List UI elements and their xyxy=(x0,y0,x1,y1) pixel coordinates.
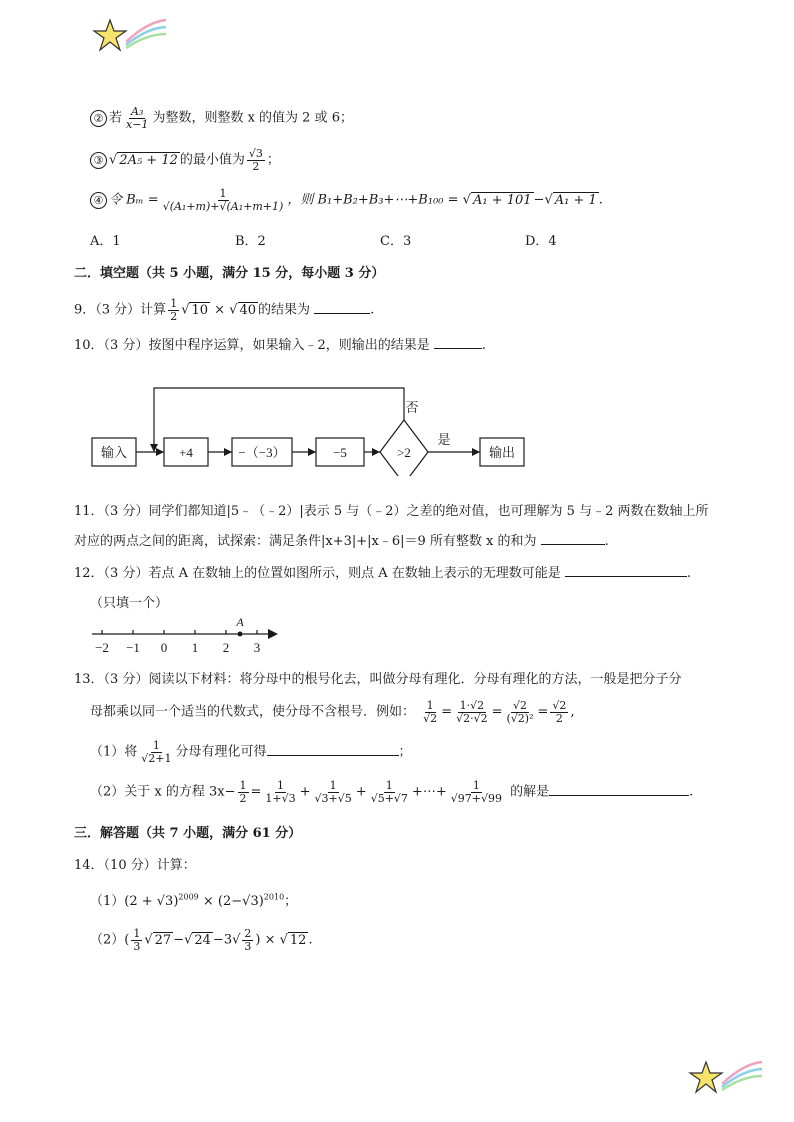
number-line-tick-label: 2 xyxy=(222,640,230,655)
question-9: 9．（3 分）计算 $\frac{1}{2}$ √ 10 × √ 40 的结果为 . xyxy=(74,297,375,323)
question-13-line-2: 母都乘以同一个适当的代数式，使分母不含根号．例如： $\frac{1}{√2}$ = $\frac{1\cdot√2}{√2\cdot√2}$ = $\frac{√2}{\text{(√2)²}}$ = $\frac{√2}{2}$ , xyxy=(90,699,575,725)
option-d: D．4 xyxy=(525,234,557,249)
number-line-tick-label: 0 xyxy=(160,640,168,655)
number-line-tick-label: −2 xyxy=(95,640,109,655)
answer-blank[interactable] xyxy=(565,564,687,577)
statement-2-label: ② xyxy=(90,110,107,127)
option-c: C．3 xyxy=(380,234,412,249)
answer-blank[interactable] xyxy=(549,783,689,796)
question-11-line-2: 对应的两点之间的距离，试探索：满足条件|x+3|+|x﹣6|＝9 所有整数 x 的和为 . xyxy=(74,534,609,549)
answer-blank[interactable] xyxy=(314,301,370,314)
answer-blank[interactable] xyxy=(267,743,399,756)
flow-minus5-label: −5 xyxy=(333,445,347,460)
question-12-line-1: 12．（3 分）若点 A 在数轴上的位置如图所示，则点 A 在数轴上表示的无理数可能是 . xyxy=(74,566,692,581)
point-a-marker xyxy=(238,632,243,637)
question-13-part-1: （1）将 $\frac{1}{√2+1}$ 分母有理化可得 ； xyxy=(90,739,412,765)
question-10: 10．（3 分）按图中程序运算，如果输入﹣2，则输出的结果是 . xyxy=(74,338,486,353)
point-a-label: A xyxy=(236,615,244,629)
flow-condition-label: >2 xyxy=(397,445,411,460)
flow-input-label: 输入 xyxy=(100,445,128,460)
number-line-tick-label: −1 xyxy=(126,640,140,655)
star-decoration-bottom xyxy=(688,1056,764,1100)
option-b: B．2 xyxy=(235,234,266,249)
question-14-part-2: （2）( $\frac{1}{3}$ √ 27 −√ 24 −3√ $\frac{2}{3}$ ) × √ 12 . xyxy=(90,927,313,953)
program-flowchart xyxy=(88,380,538,476)
question-13-line-1: 13．（3 分）阅读以下材料：将分母中的根号化去，叫做分母有理化．分母有理化的方法，一般是把分子分 xyxy=(74,672,682,687)
number-line-tick-label: 1 xyxy=(191,640,199,655)
option-a: A．1 xyxy=(90,234,121,249)
answer-blank[interactable] xyxy=(541,532,605,545)
number-line-tick-label: 3 xyxy=(253,640,261,655)
flow-yes-label: 是 xyxy=(437,432,451,447)
answer-options xyxy=(90,230,670,249)
flow-no-label: 否 xyxy=(405,400,419,415)
star-decoration-top xyxy=(92,14,168,58)
question-11-line-1: 11．（3 分）同学们都知道|5﹣（﹣2）|表示 5 与（﹣2）之差的绝对值，也可理解为 5 与﹣2 两数在数轴上所 xyxy=(74,504,709,519)
answer-blank[interactable] xyxy=(434,336,482,349)
flow-output-label: 输出 xyxy=(488,445,516,460)
question-12-line-2: （只填一个） xyxy=(90,596,169,611)
flow-minus-neg3-label: −（−3） xyxy=(238,445,286,460)
question-14-part-1: $(1)(2 + √3)^{2009} \times (2-√3)^{2010}$； xyxy=(90,892,298,909)
section-3-heading: 三．解答题（共 7 小题，满分 61 分） xyxy=(74,826,302,841)
question-14-title: 14．（10 分）计算： xyxy=(74,858,196,873)
question-13-part-2: （2）关于 x 的方程 3x− $\frac{1}{2}$ = $\frac{1}{1+√3}$ + $\frac{1}{√3+√5}$ + $\frac{1}{√5+√7}$ +⋯+ $\frac{1}{√97+√99}$ 的解是 . xyxy=(90,779,694,805)
flow-plus4-label: +4 xyxy=(179,445,193,460)
number-line xyxy=(88,614,288,658)
statement-4: ④ 令 Bₘ = $\frac{1}{\text{√(A₁+m)+√(A₁+m+1)}}$ ，则 B₁+B₂+B₃+⋯+B₁₀₀ = √ A₁ + 101 −√ A₁ + 1 . xyxy=(90,188,603,212)
section-2-heading: 二．填空题（共 5 小题，满分 15 分，每小题 3 分） xyxy=(74,266,385,281)
statement-3: ③ √ 2A₅ + 12 的最小值为 $\frac{√3}{2}$ ； xyxy=(90,148,280,172)
statement-2: ② 若 $\frac{\text{A₃}}{x-1}$ 为整数，则整数 x 的值为 2 或 6； xyxy=(90,106,353,130)
